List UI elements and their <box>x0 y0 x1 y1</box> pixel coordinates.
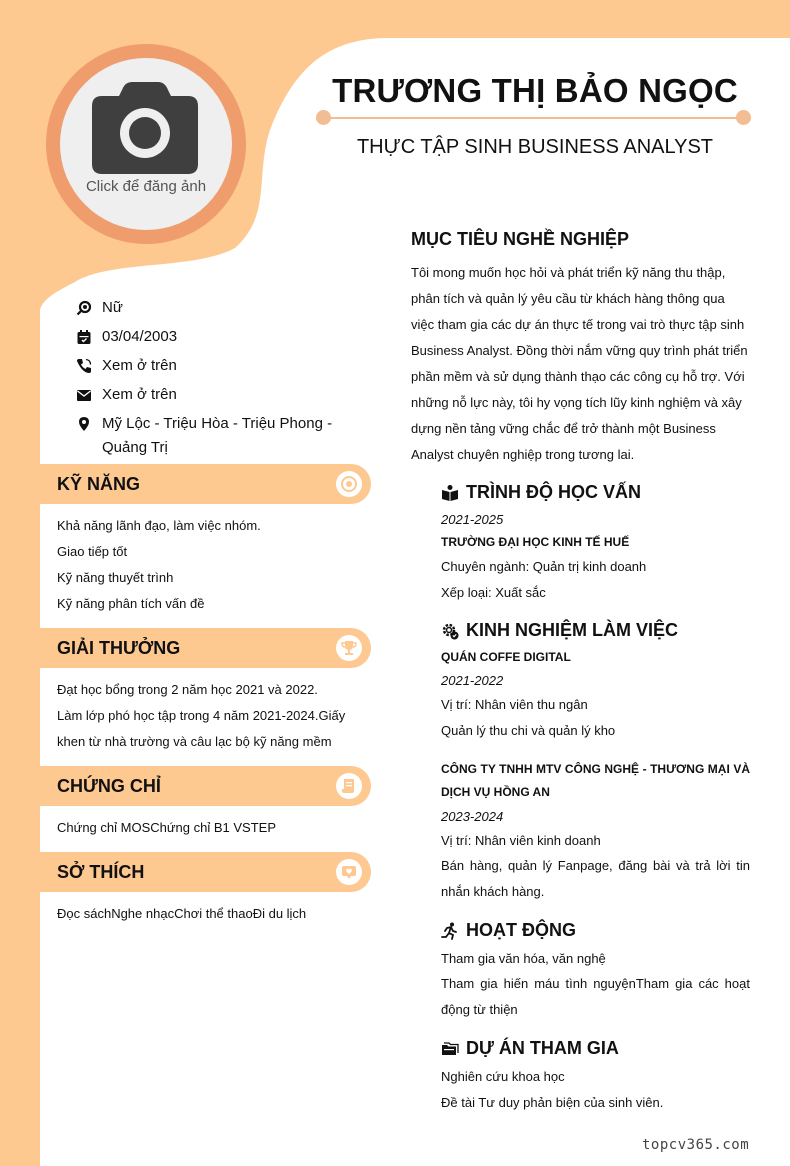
project-item: Nghiên cứu khoa học <box>441 1069 565 1084</box>
candidate-name: TRƯƠNG THỊ BẢO NGỌC <box>332 72 738 109</box>
project-item: Đề tài Tư duy phản biện của sinh viên. <box>441 1095 664 1110</box>
scroll-icon <box>340 777 358 795</box>
contact-birthday: 03/04/2003 <box>76 328 177 349</box>
activity-item: Tham gia hiến máu tình nguyệnTham gia các hoạt động từ thiện <box>441 976 750 1017</box>
phone-icon <box>76 358 92 374</box>
contact-phone: Xem ở trên <box>76 357 177 378</box>
contact-email: Xem ở trên <box>76 386 177 407</box>
certificates-heading: CHỨNG CHỈ <box>40 766 371 806</box>
contact-gender: Nữ <box>76 299 123 320</box>
education-period: 2021-2025 <box>441 512 504 527</box>
heart-message-icon <box>340 863 358 881</box>
header-line-dot-right <box>736 110 751 125</box>
job-position: Vị trí: Nhân viên kinh doanh <box>441 833 601 848</box>
skill-item: Kỹ năng thuyết trình <box>57 570 174 585</box>
contact-address: Mỹ Lộc - Triệu Hòa - Triệu Phong - Quảng Trị <box>76 415 346 460</box>
activities-heading: HOẠT ĐỘNG <box>441 920 576 941</box>
education-rank: Xếp loại: Xuất sắc <box>441 585 546 600</box>
trophy-icon <box>340 639 358 657</box>
award-item: Đạt học bổng trong 2 năm học 2021 và 2022. <box>57 682 318 697</box>
job-company: QUÁN COFFE DIGITAL <box>441 650 571 664</box>
skill-item: Kỹ năng phân tích vấn đề <box>57 596 205 611</box>
skills-heading: KỸ NĂNG <box>40 464 371 504</box>
skill-item: Khả năng lãnh đạo, làm việc nhóm. <box>57 518 261 533</box>
watermark: topcv365.com <box>642 1137 750 1153</box>
experience-heading: KINH NGHIỆM LÀM VIỆC <box>441 620 678 641</box>
skills-badge <box>336 471 362 497</box>
book-icon <box>441 484 459 502</box>
award-item: Làm lớp phó học tập trong 4 năm 2021-2024.Giấy khen từ nhà trường và câu lạc bộ kỹ năng mềm <box>57 708 346 749</box>
job-description: Bán hàng, quản lý Fanpage, đăng bài và trả lời tin nhắn khách hàng. <box>441 858 750 899</box>
education-heading: TRÌNH ĐỘ HỌC VẤN <box>441 482 641 503</box>
skills-icon <box>340 475 358 493</box>
location-icon <box>76 416 92 432</box>
education-school: TRƯỜNG ĐẠI HỌC KINH TẾ HUẾ <box>441 535 630 549</box>
hobbies-badge <box>336 859 362 885</box>
certificates-badge <box>336 773 362 799</box>
mail-icon <box>76 387 92 403</box>
job-position: Vị trí: Nhân viên thu ngân <box>441 697 588 712</box>
gear-check-icon <box>441 622 459 640</box>
calendar-icon <box>76 329 92 345</box>
objective-heading: MỤC TIÊU NGHỀ NGHIỆP <box>411 229 630 249</box>
avatar-upload-caption[interactable]: Click để đăng ảnh <box>85 178 207 195</box>
job-period: 2023-2024 <box>441 809 504 824</box>
activity-item: Tham gia văn hóa, văn nghệ <box>441 951 606 966</box>
folders-icon <box>441 1040 459 1058</box>
job-company: CÔNG TY TNHH MTV CÔNG NGHỆ - THƯƠNG MẠI VÀ DỊCH VỤ HỒNG AN <box>441 762 750 799</box>
awards-heading: GIẢI THƯỞNG <box>40 628 371 668</box>
education-major: Chuyên ngành: Quản trị kinh doanh <box>441 559 647 574</box>
certificates-text: Chứng chỉ MOSChứng chỉ B1 VSTEP <box>57 820 276 835</box>
objective-text: Tôi mong muốn học hỏi và phát triển kỹ năng thu thập, phân tích và quản lý yêu cầu từ khách hàng thông qua việc tham gia các dự án thực tế trong vai trò thực tập sinh Business Analyst. Đồng thời nắm vững quy trình phát triển phần mềm và sử dụng thành thạo các công cụ hỗ trợ. Với những nỗ lực này, tôi hy vọng tích lũy kinh nghiệm và xây dựng nền tảng vững chắc để trở thành một Business Analyst chuyên nghiệp trong tương lai. <box>411 265 748 462</box>
header-divider <box>323 117 744 119</box>
job-title: THỰC TẬP SINH BUSINESS ANALYST <box>356 136 714 158</box>
job-description: Quản lý thu chi và quản lý kho <box>441 723 616 738</box>
hobbies-text: Đọc sáchNghe nhạcChơi thể thaoĐi du lịch <box>57 906 307 921</box>
gender-icon <box>76 300 92 316</box>
projects-heading: DỰ ÁN THAM GIA <box>441 1038 619 1059</box>
camera-icon[interactable] <box>92 82 198 174</box>
hobbies-heading: SỞ THÍCH <box>40 852 371 892</box>
job-period: 2021-2022 <box>441 673 504 688</box>
running-person-icon <box>441 922 459 940</box>
awards-badge <box>336 635 362 661</box>
skill-item: Giao tiếp tốt <box>57 544 128 559</box>
